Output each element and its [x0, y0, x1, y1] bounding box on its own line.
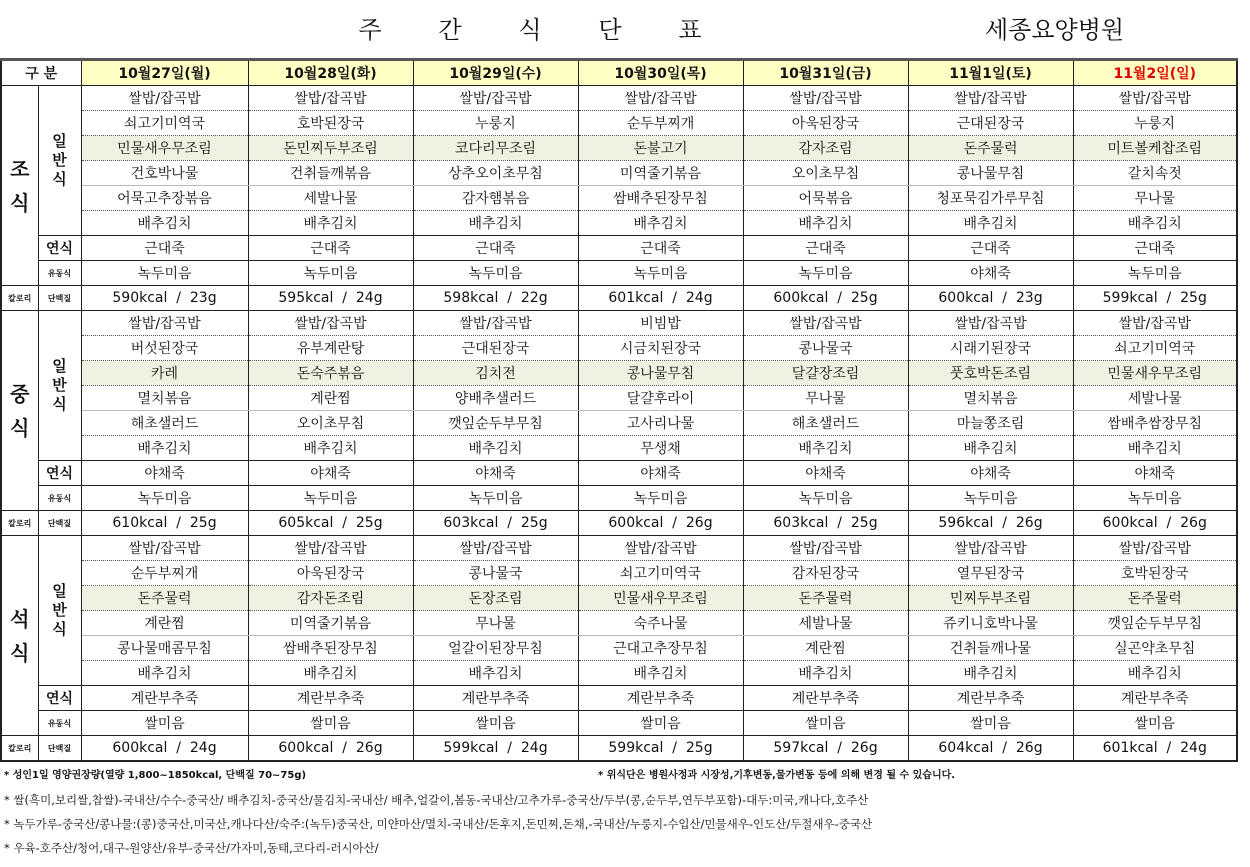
menu-cell: 쌀밥/잡곡밥: [908, 536, 1073, 561]
menu-cell: 건취들깨볶음: [248, 161, 413, 186]
menu-cell: 녹두미음: [1073, 261, 1237, 286]
menu-cell: 쌀밥/잡곡밥: [248, 536, 413, 561]
menu-cell: 배추김치: [81, 661, 248, 686]
date-header: 11월1일(토): [908, 60, 1073, 86]
menu-cell: 호박된장국: [248, 111, 413, 136]
menu-cell: 배추김치: [413, 436, 578, 461]
menu-cell: 배추김치: [743, 211, 908, 236]
menu-cell: 해초샐러드: [743, 411, 908, 436]
menu-cell: 녹두미음: [248, 261, 413, 286]
menu-cell: 근대죽: [578, 236, 743, 261]
date-header: 10월28일(화): [248, 60, 413, 86]
menu-cell: 쇠고기미역국: [578, 561, 743, 586]
menu-cell: 갈치속젓: [1073, 161, 1237, 186]
soft-diet-row: [1, 461, 1237, 486]
menu-row: [1, 536, 1237, 561]
menu-cell: 쌀밥/잡곡밥: [81, 86, 248, 111]
menu-row: [1, 211, 1237, 236]
menu-cell: 깻잎순두부무침: [413, 411, 578, 436]
menu-cell: 미역줄기볶음: [248, 611, 413, 636]
nutrition-cell: 590kcal / 23g: [81, 286, 248, 311]
menu-cell: 배추김치: [81, 211, 248, 236]
menu-cell: 민물새우무조림: [81, 136, 248, 161]
menu-row: [1, 411, 1237, 436]
menu-row: [1, 336, 1237, 361]
nutrition-cell: 600kcal / 26g: [578, 511, 743, 536]
general-label: 일반식: [52, 357, 67, 413]
menu-cell: 감자돈조림: [248, 586, 413, 611]
menu-row: [1, 436, 1237, 461]
menu-cell: 민물새우무조림: [578, 586, 743, 611]
nutrition-cell: 601kcal / 24g: [578, 286, 743, 311]
menu-cell: 배추김치: [1073, 436, 1237, 461]
general-cell: [38, 311, 81, 461]
menu-cell: 쌀밥/잡곡밥: [248, 311, 413, 336]
menu-cell: 배추김치: [81, 436, 248, 461]
nutrition-cell: 610kcal / 25g: [81, 511, 248, 536]
menu-cell: 쥬키니호박나물: [908, 611, 1073, 636]
nutrition-cell: 599kcal / 24g: [413, 736, 578, 762]
menu-cell: 쌀밥/잡곡밥: [908, 311, 1073, 336]
title-char: 표: [678, 16, 702, 44]
menu-cell: 쇠고기미역국: [1073, 336, 1237, 361]
menu-cell: 야채죽: [908, 261, 1073, 286]
meal-cell: [1, 536, 38, 736]
menu-cell: 녹두미음: [1073, 486, 1237, 511]
menu-cell: 미역줄기볶음: [578, 161, 743, 186]
nutrition-cell: 604kcal / 26g: [908, 736, 1073, 762]
meal-label: 조식: [10, 156, 30, 215]
menu-cell: 근대죽: [413, 236, 578, 261]
nutrition-cell: 599kcal / 25g: [578, 736, 743, 762]
general-cell: [38, 86, 81, 236]
menu-cell: 마늘쫑조림: [908, 411, 1073, 436]
nutrition-row: [1, 736, 1237, 762]
nutrition-cell: 598kcal / 22g: [413, 286, 578, 311]
menu-cell: 건취들깨나물: [908, 636, 1073, 661]
menu-cell: 야채죽: [908, 461, 1073, 486]
protein-label: 단백질: [38, 286, 81, 311]
menu-cell: 녹두미음: [578, 261, 743, 286]
menu-cell: 녹두미음: [81, 261, 248, 286]
menu-cell: 쌀밥/잡곡밥: [413, 86, 578, 111]
date-header: 11월2일(일): [1073, 60, 1237, 86]
menu-cell: 배추김치: [908, 661, 1073, 686]
menu-cell: 근대된장국: [413, 336, 578, 361]
menu-cell: 쌀미음: [248, 711, 413, 736]
menu-cell: 숙주나물: [578, 611, 743, 636]
menu-cell: 쌀미음: [1073, 711, 1237, 736]
menu-cell: 야채죽: [81, 461, 248, 486]
menu-cell: 배추김치: [578, 211, 743, 236]
menu-cell: 배추김치: [1073, 211, 1237, 236]
menu-cell: 돈주물럭: [908, 136, 1073, 161]
menu-cell: 배추김치: [743, 436, 908, 461]
menu-cell: 쌀밥/잡곡밥: [578, 536, 743, 561]
menu-cell: 녹두미음: [743, 486, 908, 511]
nutrition-cell: 605kcal / 25g: [248, 511, 413, 536]
menu-cell: 배추김치: [908, 211, 1073, 236]
date-header: 10월29일(수): [413, 60, 578, 86]
title-char: 단: [598, 16, 622, 44]
menu-cell: 오이초무침: [743, 161, 908, 186]
menu-cell: 녹두미음: [413, 261, 578, 286]
nutrition-cell: 603kcal / 25g: [413, 511, 578, 536]
menu-row: [1, 111, 1237, 136]
menu-cell: 청포묵김가루무침: [908, 186, 1073, 211]
menu-cell: 멸치볶음: [81, 386, 248, 411]
calorie-label: 칼로리: [1, 736, 38, 762]
menu-cell: 시래기된장국: [908, 336, 1073, 361]
menu-cell: 쌀미음: [413, 711, 578, 736]
nutrition-cell: 600kcal / 23g: [908, 286, 1073, 311]
nutrition-cell: 600kcal / 24g: [81, 736, 248, 762]
menu-cell: 녹두미음: [908, 486, 1073, 511]
menu-cell: 돈주물럭: [81, 586, 248, 611]
menu-cell: 쌀미음: [578, 711, 743, 736]
date-header: 10월27일(월): [81, 60, 248, 86]
menu-cell: 고사리나물: [578, 411, 743, 436]
menu-cell: 미트볼케찹조림: [1073, 136, 1237, 161]
menu-cell: 녹두미음: [578, 486, 743, 511]
note-disclaimer: * 위식단은 병원사정과 시장성,기후변동,물가변동 등에 의해 변경 될 수 있습니다.: [598, 770, 956, 781]
menu-cell: 아욱된장국: [248, 561, 413, 586]
menu-row: [1, 361, 1237, 386]
nutrition-cell: 596kcal / 26g: [908, 511, 1073, 536]
menu-cell: 돈불고기: [578, 136, 743, 161]
menu-cell: 근대죽: [248, 236, 413, 261]
menu-cell: 쌈배추된장무침: [578, 186, 743, 211]
menu-cell: 돈장조림: [413, 586, 578, 611]
soft-diet-label: 연식: [38, 461, 81, 486]
menu-cell: 양배추샐러드: [413, 386, 578, 411]
menu-cell: 배추김치: [413, 211, 578, 236]
hospital-name: 세종요양병원: [985, 16, 1125, 44]
menu-cell: 아욱된장국: [743, 111, 908, 136]
nutrition-row: [1, 286, 1237, 311]
menu-cell: 오이초무침: [248, 411, 413, 436]
nutrition-cell: 603kcal / 25g: [743, 511, 908, 536]
menu-cell: 배추김치: [248, 436, 413, 461]
menu-cell: 상추오이초무침: [413, 161, 578, 186]
note-origin-3: * 우육-호주산/청어,대구-원양산/유부-중국산/가자미,동태,코다리-러시아산/: [4, 841, 379, 855]
liquid-diet-label: 유동식: [38, 261, 81, 286]
menu-cell: 유부계란탕: [248, 336, 413, 361]
menu-cell: 돈주물럭: [743, 586, 908, 611]
menu-cell: 쌀미음: [81, 711, 248, 736]
menu-cell: 순두부찌개: [578, 111, 743, 136]
general-label: 일반식: [52, 132, 67, 188]
menu-row: [1, 161, 1237, 186]
menu-cell: 배추김치: [248, 211, 413, 236]
menu-cell: 콩나물국: [743, 336, 908, 361]
menu-cell: 근대죽: [1073, 236, 1237, 261]
menu-cell: 야채죽: [578, 461, 743, 486]
menu-cell: 쌀밥/잡곡밥: [413, 536, 578, 561]
menu-cell: 야채죽: [413, 461, 578, 486]
protein-label: 단백질: [38, 511, 81, 536]
menu-cell: 건호박나물: [81, 161, 248, 186]
menu-row: [1, 186, 1237, 211]
menu-cell: 배추김치: [908, 436, 1073, 461]
menu-cell: 배추김치: [578, 661, 743, 686]
menu-row: [1, 636, 1237, 661]
menu-cell: 계란부추죽: [248, 686, 413, 711]
menu-cell: 쌀밥/잡곡밥: [1073, 536, 1237, 561]
menu-row: [1, 611, 1237, 636]
menu-cell: 콩나물무침: [578, 361, 743, 386]
menu-cell: 배추김치: [1073, 661, 1237, 686]
menu-cell: 감자햄볶음: [413, 186, 578, 211]
soft-diet-row: [1, 686, 1237, 711]
menu-cell: 근대죽: [908, 236, 1073, 261]
menu-cell: 쌀미음: [743, 711, 908, 736]
title-char: 주: [358, 16, 382, 44]
menu-cell: 돈주물럭: [1073, 586, 1237, 611]
calorie-label: 칼로리: [1, 286, 38, 311]
menu-cell: 열무된장국: [908, 561, 1073, 586]
menu-cell: 비빔밥: [578, 311, 743, 336]
menu-cell: 누룽지: [1073, 111, 1237, 136]
menu-cell: 어묵볶음: [743, 186, 908, 211]
page-title: [330, 10, 730, 45]
general-label: 일반식: [52, 582, 67, 638]
date-header: 10월30일(목): [578, 60, 743, 86]
menu-row: [1, 586, 1237, 611]
menu-cell: 감자조림: [743, 136, 908, 161]
menu-cell: 콩나물매콤무침: [81, 636, 248, 661]
menu-cell: 계란찜: [743, 636, 908, 661]
menu-row: [1, 661, 1237, 686]
menu-cell: 김치전: [413, 361, 578, 386]
soft-diet-label: 연식: [38, 236, 81, 261]
menu-cell: 배추김치: [413, 661, 578, 686]
note-origin-1: * 쌀(흑미,보리쌀,찹쌀)-국내산/수수-중국산/ 배추김치-중국산/물김치-국내산/ 배추,얼갈이,봄동-국내산/고추가루-중국산/두부(콩,순두부,연두부포함)-대두:미국,캐나다,호주산: [4, 793, 869, 807]
menu-cell: 야채죽: [743, 461, 908, 486]
menu-cell: 달걀장조림: [743, 361, 908, 386]
meal-cell: [1, 311, 38, 511]
note-origin-2: * 녹두가루-중국산/콩나물:(콩)중국산,미국산,캐나다산/숙주:(녹두)중국산, 미얀마산/멸치-국내산/돈후지,돈민찌,돈채,-국내산/누룽지-수입산/민물새우-인도산/두절새우-중국산: [4, 817, 873, 831]
menu-row: [1, 386, 1237, 411]
menu-cell: 세발나물: [248, 186, 413, 211]
menu-cell: 계란부추죽: [413, 686, 578, 711]
menu-cell: 쌀밥/잡곡밥: [413, 311, 578, 336]
menu-cell: 배추김치: [248, 661, 413, 686]
menu-cell: 카레: [81, 361, 248, 386]
nutrition-cell: 600kcal / 26g: [1073, 511, 1237, 536]
menu-cell: 계란부추죽: [1073, 686, 1237, 711]
menu-cell: 순두부찌개: [81, 561, 248, 586]
menu-cell: 무나물: [413, 611, 578, 636]
menu-cell: 무생채: [578, 436, 743, 461]
nutrition-cell: 595kcal / 24g: [248, 286, 413, 311]
menu-row: [1, 86, 1237, 111]
menu-cell: 콩나물국: [413, 561, 578, 586]
general-cell: [38, 536, 81, 686]
menu-row: [1, 561, 1237, 586]
meal-label: 중식: [10, 381, 30, 440]
menu-cell: 쌀밥/잡곡밥: [248, 86, 413, 111]
menu-cell: 계란찜: [248, 386, 413, 411]
menu-cell: 달걀후라이: [578, 386, 743, 411]
menu-cell: 해초샐러드: [81, 411, 248, 436]
menu-cell: 쌈배추쌈장무침: [1073, 411, 1237, 436]
meal-label: 석식: [10, 606, 30, 665]
menu-cell: 콩나물무침: [908, 161, 1073, 186]
menu-cell: 멸치볶음: [908, 386, 1073, 411]
menu-cell: 민물새우무조림: [1073, 361, 1237, 386]
menu-cell: 쌈배추된장무침: [248, 636, 413, 661]
menu-table: [0, 58, 1238, 762]
menu-cell: 야채죽: [1073, 461, 1237, 486]
menu-cell: 돈민찌두부조림: [248, 136, 413, 161]
soft-diet-label: 연식: [38, 686, 81, 711]
menu-row: [1, 311, 1237, 336]
menu-cell: 쇠고기미역국: [81, 111, 248, 136]
menu-cell: 계란부추죽: [81, 686, 248, 711]
menu-cell: 쌀밥/잡곡밥: [81, 536, 248, 561]
menu-cell: 풋호박돈조림: [908, 361, 1073, 386]
nutrition-cell: 601kcal / 24g: [1073, 736, 1237, 762]
protein-label: 단백질: [38, 736, 81, 762]
menu-cell: 세발나물: [743, 611, 908, 636]
menu-cell: 쌀밥/잡곡밥: [1073, 86, 1237, 111]
menu-cell: 쌀밥/잡곡밥: [1073, 311, 1237, 336]
nutrition-cell: 600kcal / 25g: [743, 286, 908, 311]
menu-cell: 쌀밥/잡곡밥: [81, 311, 248, 336]
menu-cell: 깻잎순두부무침: [1073, 611, 1237, 636]
menu-cell: 계란부추죽: [908, 686, 1073, 711]
soft-diet-row: [1, 236, 1237, 261]
nutrition-cell: 600kcal / 26g: [248, 736, 413, 762]
menu-cell: 실곤약초무침: [1073, 636, 1237, 661]
liquid-diet-row: [1, 261, 1237, 286]
menu-cell: 얼갈이된장무침: [413, 636, 578, 661]
liquid-diet-label: 유동식: [38, 486, 81, 511]
menu-cell: 어묵고추장볶음: [81, 186, 248, 211]
menu-cell: 근대죽: [81, 236, 248, 261]
liquid-diet-label: 유동식: [38, 711, 81, 736]
menu-cell: 녹두미음: [248, 486, 413, 511]
menu-cell: 돈숙주볶음: [248, 361, 413, 386]
date-header: 10월31일(금): [743, 60, 908, 86]
note-recommended: * 성인1일 영양권장량(열량 1,800~1850kcal, 단백질 70~75g): [4, 770, 307, 781]
menu-cell: 쌀밥/잡곡밥: [743, 311, 908, 336]
menu-cell: 근대죽: [743, 236, 908, 261]
menu-cell: 배추김치: [743, 661, 908, 686]
menu-cell: 녹두미음: [413, 486, 578, 511]
menu-cell: 쌀밥/잡곡밥: [743, 536, 908, 561]
menu-cell: 야채죽: [248, 461, 413, 486]
menu-cell: 근대고추장무침: [578, 636, 743, 661]
menu-cell: 쌀밥/잡곡밥: [743, 86, 908, 111]
menu-cell: 민찌두부조림: [908, 586, 1073, 611]
menu-cell: 계란부추죽: [578, 686, 743, 711]
menu-cell: 시금치된장국: [578, 336, 743, 361]
menu-cell: 무나물: [1073, 186, 1237, 211]
nutrition-cell: 597kcal / 26g: [743, 736, 908, 762]
category-header: 구 분: [1, 60, 81, 86]
title-char: 식: [518, 16, 542, 44]
menu-cell: 감자된장국: [743, 561, 908, 586]
calorie-label: 칼로리: [1, 511, 38, 536]
menu-cell: 계란부추죽: [743, 686, 908, 711]
meal-cell: [1, 86, 38, 286]
menu-cell: 계란찜: [81, 611, 248, 636]
menu-cell: 세발나물: [1073, 386, 1237, 411]
nutrition-row: [1, 511, 1237, 536]
header-row: [1, 60, 1237, 86]
menu-cell: 근대된장국: [908, 111, 1073, 136]
menu-cell: 코다리무조림: [413, 136, 578, 161]
liquid-diet-row: [1, 486, 1237, 511]
liquid-diet-row: [1, 711, 1237, 736]
title-char: 간: [438, 16, 462, 44]
menu-cell: 쌀밥/잡곡밥: [578, 86, 743, 111]
menu-cell: 무나물: [743, 386, 908, 411]
menu-cell: 버섯된장국: [81, 336, 248, 361]
menu-cell: 녹두미음: [743, 261, 908, 286]
menu-cell: 쌀밥/잡곡밥: [908, 86, 1073, 111]
menu-row: [1, 136, 1237, 161]
menu-cell: 누룽지: [413, 111, 578, 136]
menu-cell: 녹두미음: [81, 486, 248, 511]
menu-cell: 호박된장국: [1073, 561, 1237, 586]
nutrition-cell: 599kcal / 25g: [1073, 286, 1237, 311]
menu-cell: 쌀미음: [908, 711, 1073, 736]
